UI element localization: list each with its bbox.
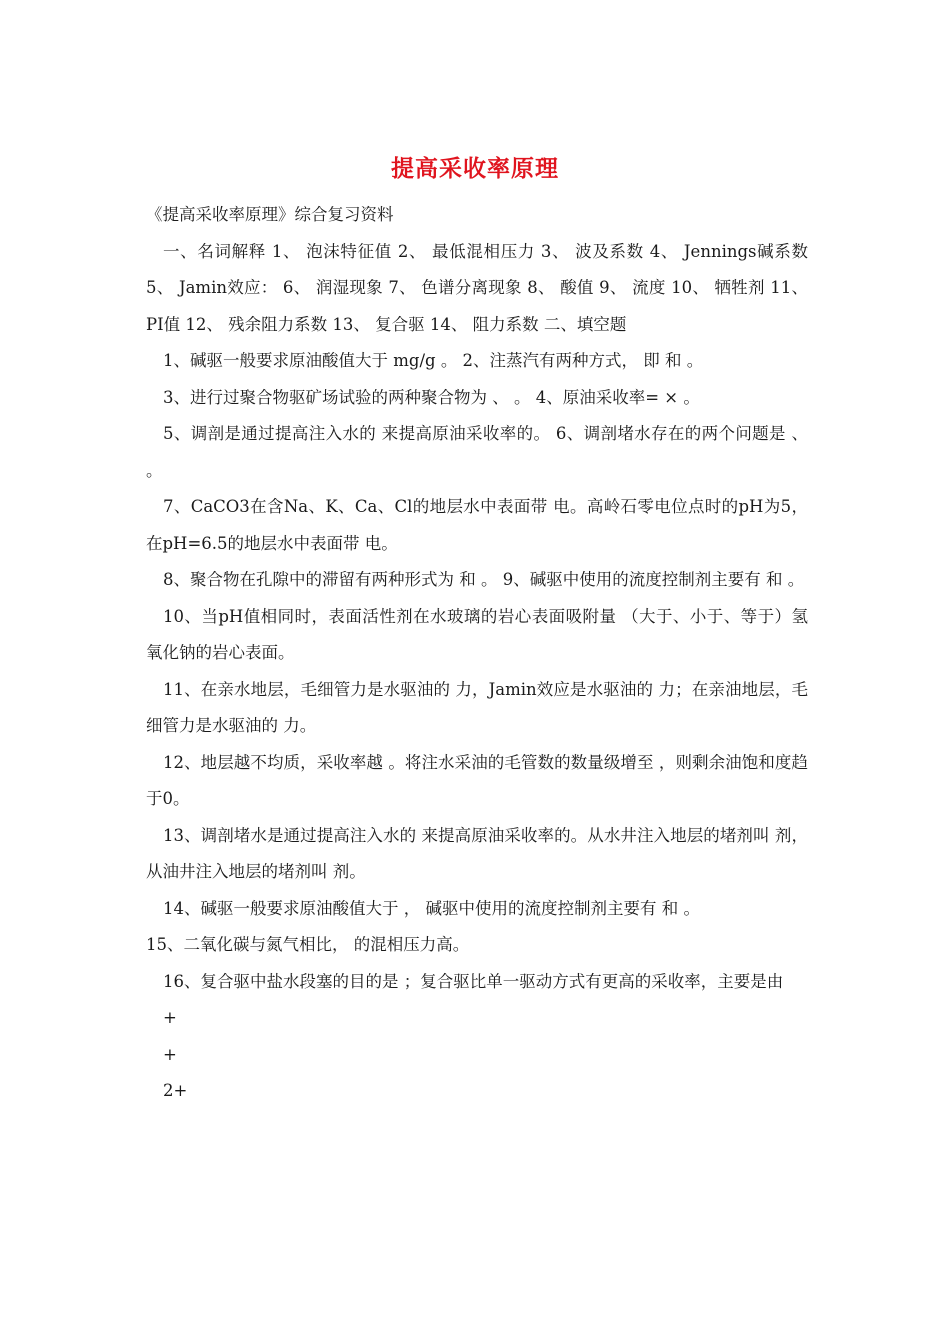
page-title: 提高采收率原理 [391,155,559,182]
paragraph-q14: 14、碱驱一般要求原油酸值大于 ， 碱驱中使用的流度控制剂主要有 和 。 [163,898,700,918]
paragraph-q1-2: 1、碱驱一般要求原油酸值大于 mg/g 。 2、注蒸汽有两种方式， 即 和 。 [163,351,704,370]
ion-charge-symbol: 2+ [163,1081,188,1100]
paragraph-q10: 10、当pH值相同时，表面活性剂在水玻璃的岩心表面吸附量 （大于、小于、等于）氢氧化钠的岩心表面。 [146,606,808,662]
paragraph-q15: 15、二氧化碳与氮气相比， 的混相压力高。 [146,935,470,954]
ion-charge-symbol: + [163,1008,177,1027]
paragraph-q13: 13、调剖堵水是通过提高注入水的 来提高原油采收率的。从水井注入地层的堵剂叫 剂，从油井注入地层的堵剂叫 剂。 [146,825,808,881]
paragraph-q3-4: 3、进行过聚合物驱矿场试验的两种聚合物为 、 。 4、原油采收率= × 。 [163,387,700,407]
paragraph-q5-6: 5、调剖是通过提高注入水的 来提高原油采收率的。 6、调剖堵水存在的两个问题是 、 。 [146,424,808,480]
paragraph-terms: 一、名词解释 1、 泡沫特征值 2、 最低混相压力 3、 波及系数 4、 Jennings碱系数 5、 Jamin效应： 6、 润湿现象 7、 色谱分离现象 8、 酸值 9、 流度 10、 牺牲剂 11、 PI值 12、 残余阻力系数 13、 复合驱 14、 阻力系数 二、填空题 [146,241,808,334]
paragraph-q12: 12、地层越不均质，采收率越 。将注水采油的毛管数的数量级增至 ，则剩余油饱和度趋于0。 [146,752,808,808]
paragraph-q8-9: 8、聚合物在孔隙中的滞留有两种形式为 和 。 9、碱驱中使用的流度控制剂主要有 和 。 [163,570,805,589]
paragraph-q11: 11、在亲水地层，毛细管力是水驱油的 力，Jamin效应是水驱油的 力；在亲油地层，毛细管力是水驱油的 力。 [146,679,808,735]
ion-charge-symbol: + [163,1044,177,1064]
paragraph-q16: 16、复合驱中盐水段塞的目的是 ；复合驱比单一驱动方式有更高的采收率，主要是由 [163,971,784,991]
document-body [146,197,808,1110]
paragraph-q7: 7、CaCO3在含Na、K、Ca、Cl的地层水中表面带 电。高岭石零电位点时的pH为5，在pH=6.5的地层水中表面带 电。 [146,497,808,553]
document-subtitle: 《提高采收率原理》综合复习资料 [146,205,394,224]
